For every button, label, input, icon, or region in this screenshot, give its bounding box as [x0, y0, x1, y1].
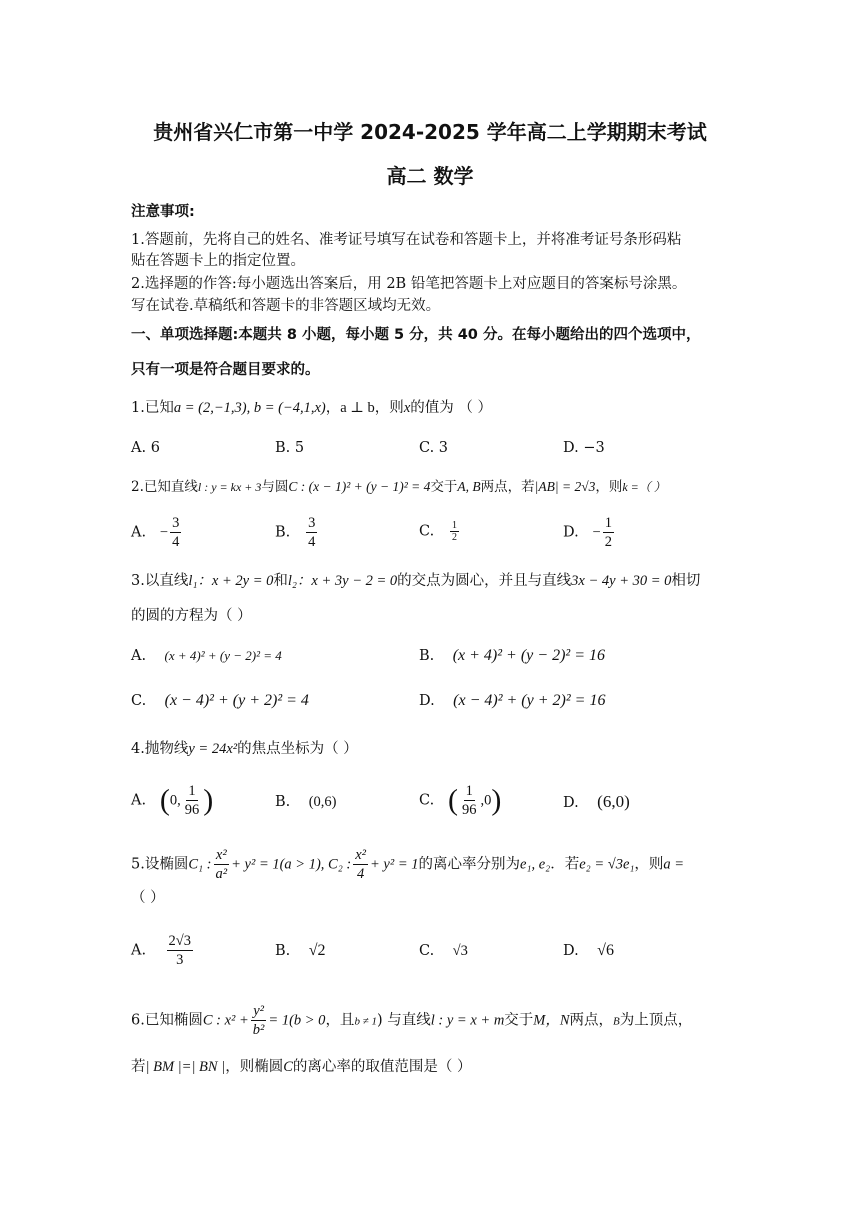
q4-option-a: A. (0, $\frac{1}{96}$ ) — [131, 783, 214, 818]
q4-option-c: C. ( $\frac{1}{96}$ ,0) — [419, 783, 502, 818]
notice-line-2: 贴在答题卡上的指定位置。 — [131, 253, 305, 269]
notice-line-4: 写在试卷.草稿纸和答题卡的非答题区域均无效。 — [131, 298, 441, 314]
q5-option-b: B. √2 — [275, 942, 326, 959]
question-4: 4.抛物线y = 24x²的焦点坐标为（ ） — [131, 741, 358, 757]
q1-option-a: A. 6 — [131, 440, 160, 456]
q3-option-a: A. (x + 4)² + (y − 2)² = 4 — [131, 648, 282, 664]
exam-title: 贵州省兴仁市第一中学 2024-2025 学年高二上学期期末考试 — [153, 120, 707, 144]
q2-option-d: D. − $\frac{1}{2}$ — [563, 515, 612, 550]
q5-option-d: D. √6 — [563, 942, 614, 959]
q1-option-d: D. −3 — [563, 440, 605, 456]
section-heading-line-1: 一、单项选择题:本题共 8 小题，每小题 5 分，共 40 分。在每小题给出的四个选项中， — [131, 327, 701, 343]
q3-option-d: D. (x − 4)² + (y + 2)² = 16 — [419, 692, 606, 709]
q1-option-b: B. 5 — [275, 440, 305, 456]
question-3-line-2: 的圆的方程为（ ） — [131, 608, 252, 624]
section-heading-line-2: 只有一项是符合题目要求的。 — [131, 362, 320, 378]
notice-heading: 注意事项: — [131, 204, 195, 220]
q3-option-c: C. (x − 4)² + (y + 2)² = 4 — [131, 692, 309, 709]
q4-option-d: D. (6,0) — [563, 792, 630, 811]
q2-option-a: A. − $\frac{3}{4}$ — [131, 515, 180, 550]
question-6-line-1: 6.已知椭圆C : x² + $\frac{\text{y²}}{\text{b²}}$ = 1(b > 0，且b ≠ 1) 与直线l : y = x + m交于M，N两点，B为上顶点， — [131, 1003, 693, 1038]
question-3-line-1: 3.以直线l₁：x + 2y = 0和l₂：x + 3y − 2 = 0的交点为圆心，并且与直线3x − 4y + 30 = 0相切 — [131, 573, 701, 589]
q2-option-c: C. $\frac{1}{2}$ — [419, 520, 458, 543]
notice-line-1: 1.答题前，先将自己的姓名、准考证号填写在试卷和答题卡上，并将准考证号条形码粘 — [131, 232, 682, 248]
q1-option-c: C. 3 — [419, 440, 449, 456]
q1-vectors: a = (2,−1,3), b = (−4,1,x) — [173, 400, 326, 416]
q5-option-a: A. $\frac{2√3}{3}$ — [131, 933, 191, 968]
question-5-line-2: （ ） — [131, 890, 165, 906]
question-5-line-1: 5.设椭圆C₁ : $\frac{\text{x²}}{\text{a²}}$ + y² = 1(a > 1), C₂ : $\frac{\text{x²}}{4}$ + y² = 1的离心率分别为e₁, e₂．若e₂ = √3e₁，则a = — [131, 847, 685, 882]
q4-option-b: B. (0,6) — [275, 794, 337, 810]
question-1: 1.已知a = (2,−1,3), b = (−4,1,x)，a ⊥ b，则x的值为 （ ） — [131, 400, 492, 416]
q3-option-b: B. (x + 4)² + (y − 2)² = 16 — [419, 647, 605, 664]
q2-option-b: B. $\frac{3}{4}$ — [275, 515, 316, 550]
question-2: 2.已知直线l : y = kx + 3与圆C : (x − 1)² + (y − 1)² = 4交于A, B两点，若|AB| = 2√3，则k =（ ） — [131, 479, 666, 495]
question-6-line-2: 若| BM |=| BN |，则椭圆C的离心率的取值范围是（ ） — [131, 1059, 472, 1075]
exam-subtitle: 高二 数学 — [386, 164, 474, 188]
notice-line-3: 2.选择题的作答:每小题选出答案后，用 2B 铅笔把答题卡上对应题目的答案标号涂黑。 — [131, 276, 687, 292]
q5-option-c: C. √3 — [419, 943, 468, 959]
